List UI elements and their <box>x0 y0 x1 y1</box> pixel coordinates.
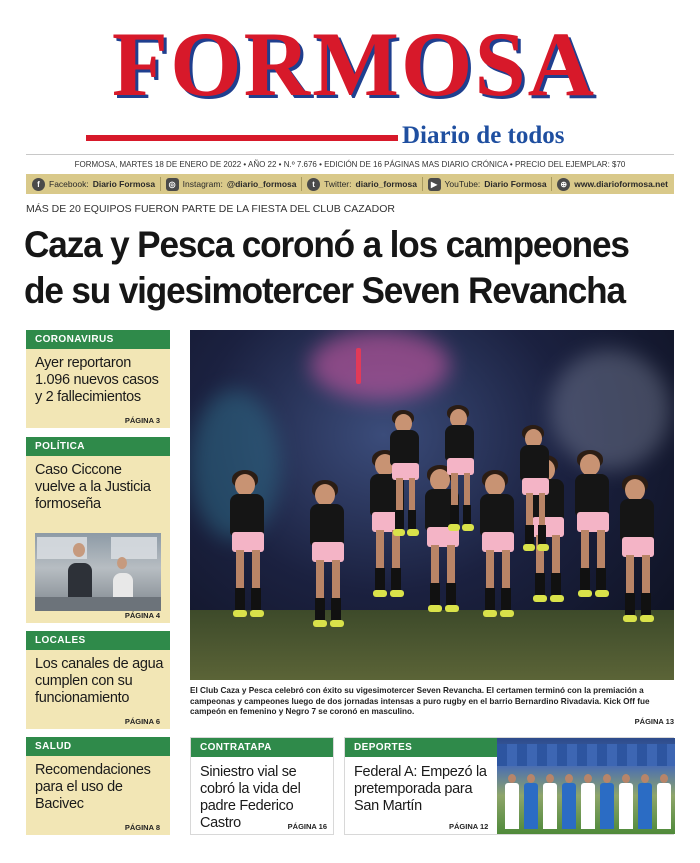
lead-kicker: MÁS DE 20 EQUIPOS FUERON PARTE DE LA FIESTA DEL CLUB CAZADOR <box>26 203 395 215</box>
player-shoe <box>428 605 442 612</box>
newspaper-logo[interactable]: FORMOSA <box>111 13 597 115</box>
story-title: Siniestro vial se cobró la vida del padre Federico Castro <box>200 764 301 831</box>
section-label: CONTRATAPA <box>191 738 333 757</box>
page-reference: PÁGINA 8 <box>124 823 160 832</box>
player-shoe <box>445 605 459 612</box>
pink-smoke <box>310 330 450 400</box>
player-sock <box>538 525 547 545</box>
player-body <box>480 494 514 536</box>
social-youtube[interactable] <box>428 178 547 191</box>
social-website[interactable] <box>557 178 668 191</box>
player-shoe <box>448 524 460 531</box>
player-shoe <box>407 529 419 536</box>
page-reference: PÁGINA 3 <box>124 416 160 425</box>
globe-icon: ⊕ <box>557 178 570 191</box>
logo-underline <box>86 135 398 141</box>
field-grass <box>190 610 674 680</box>
person-head <box>73 543 85 557</box>
social-handle: Diario Formosa <box>484 179 547 189</box>
player-sock <box>535 573 545 597</box>
player-sock <box>625 593 635 617</box>
player-sock <box>235 588 245 612</box>
player-sock <box>395 510 404 530</box>
player-shoe <box>578 590 592 597</box>
player-head <box>580 454 600 476</box>
player-body <box>390 430 419 466</box>
player-shorts <box>482 532 514 552</box>
social-facebook[interactable] <box>32 178 155 191</box>
player-head <box>625 479 645 501</box>
player-head <box>508 774 516 783</box>
page-reference: PÁGINA 13 <box>634 717 674 726</box>
player-shoe <box>390 590 404 597</box>
social-handle: www.diarioformosa.net <box>574 179 668 189</box>
social-label: Instagram: <box>182 179 223 189</box>
headline-line-1: Caza y Pesca coronó a los campeones <box>24 224 629 265</box>
player-shoe <box>537 544 549 551</box>
player-sock <box>463 505 472 525</box>
player-head <box>565 774 573 783</box>
player-shoe <box>483 610 497 617</box>
player-figure <box>657 783 671 829</box>
divider <box>551 177 552 191</box>
divider <box>160 177 161 191</box>
player-shorts <box>622 537 654 557</box>
player-shoe <box>313 620 327 627</box>
player-head <box>546 774 554 783</box>
player-figure <box>524 783 538 829</box>
player-head <box>485 474 505 496</box>
person-head <box>117 557 127 569</box>
player-sock <box>485 588 495 612</box>
story-title: Federal A: Empezó la pretemporada para San Martín <box>354 764 487 814</box>
player-sock <box>525 525 534 545</box>
player-sock <box>501 588 511 612</box>
section-label: CORONAVIRUS <box>26 330 170 349</box>
player-shoe <box>533 595 547 602</box>
headline-line-2: de su vigesimotercer Seven Revancha <box>24 270 625 311</box>
player-sock <box>450 505 459 525</box>
player-sock <box>331 598 341 622</box>
section-label: SALUD <box>26 737 170 756</box>
social-twitter[interactable] <box>307 178 417 191</box>
player-figure <box>562 783 576 829</box>
player-shoe <box>393 529 405 536</box>
player-body <box>520 445 549 481</box>
page-reference: PÁGINA 12 <box>449 822 489 831</box>
social-label: YouTube: <box>444 179 481 189</box>
player-figure <box>638 783 652 829</box>
social-instagram[interactable] <box>166 178 297 191</box>
page-reference: PÁGINA 4 <box>124 611 160 620</box>
water-spray <box>550 350 670 470</box>
lead-caption: El Club Caza y Pesca celebró con éxito su vigesimotercer Seven Revancha. El certamen terminó con la premiación a campeonas y campeones luego de dos jornadas intensas a puro rugby en el barrio Bernardino Rivadavia. Kick Off fue campeón en femenino y Negro 7 se coronó en masculino. <box>190 686 650 716</box>
section-label: DEPORTES <box>345 738 497 757</box>
player-shorts <box>577 512 609 532</box>
player-head <box>622 774 630 783</box>
player-sock <box>580 568 590 592</box>
politica-photo <box>35 533 161 611</box>
backdrop-banner <box>111 537 157 559</box>
player-shorts <box>312 542 344 562</box>
player-body <box>575 474 609 516</box>
page-reference: PÁGINA 6 <box>124 717 160 726</box>
flare <box>356 348 361 384</box>
player-shoe <box>623 615 637 622</box>
instagram-icon: ◎ <box>166 178 179 191</box>
player-sock <box>375 568 385 592</box>
page-reference: PÁGINA 16 <box>287 822 327 831</box>
section-label: LOCALES <box>26 631 170 650</box>
player-sock <box>446 583 456 607</box>
player-body <box>310 504 344 546</box>
bottom-story-contratapa[interactable] <box>190 737 334 835</box>
divider <box>301 177 302 191</box>
player-shoe <box>462 524 474 531</box>
player-figure <box>505 783 519 829</box>
player-shoe <box>500 610 514 617</box>
player-shoe <box>550 595 564 602</box>
player-body <box>620 499 654 541</box>
masthead <box>0 0 700 169</box>
player-head <box>235 474 255 496</box>
player-sock <box>251 588 261 612</box>
deportes-photo <box>497 738 675 834</box>
sidebar-story-politica[interactable] <box>26 437 170 623</box>
bottom-story-deportes[interactable] <box>344 737 674 835</box>
sidebar-story-coronavirus[interactable] <box>26 330 170 428</box>
divider <box>422 177 423 191</box>
player-shoe <box>523 544 535 551</box>
masthead-divider <box>26 154 674 155</box>
player-sock <box>315 598 325 622</box>
player-body <box>230 494 264 536</box>
facebook-icon: f <box>32 178 45 191</box>
player-head <box>527 774 535 783</box>
player-sock <box>596 568 606 592</box>
section-label: POLÍTICA <box>26 437 170 456</box>
player-shoe <box>595 590 609 597</box>
player-sock <box>408 510 417 530</box>
player-figure <box>619 783 633 829</box>
story-title: Los canales de agua cumplen con su funcionamiento <box>35 656 164 706</box>
youtube-icon: ▶ <box>428 178 441 191</box>
player-figure <box>581 783 595 829</box>
issue-info: FORMOSA, MARTES 18 DE ENERO DE 2022 • AÑO 22 • N.º 7.676 • EDICIÓN DE 16 PÁGINAS MAS DIARIO CRÓNICA • PRECIO DEL EJEMPLAR: $70 <box>74 160 626 169</box>
player-shoe <box>250 610 264 617</box>
player-figure <box>600 783 614 829</box>
player-head <box>641 774 649 783</box>
lead-headline[interactable] <box>24 222 642 314</box>
player-sock <box>551 573 561 597</box>
social-handle: Diario Formosa <box>92 179 156 189</box>
player-sock <box>430 583 440 607</box>
social-handle: @diario_formosa <box>226 179 297 189</box>
player-shorts <box>532 517 564 537</box>
tagline: Diario de todos <box>402 122 565 149</box>
player-body <box>445 425 474 461</box>
sidebar-story-salud[interactable] <box>26 737 170 835</box>
social-handle: diario_formosa <box>355 179 417 189</box>
player-shorts <box>232 532 264 552</box>
player-shoe <box>330 620 344 627</box>
player-sock <box>641 593 651 617</box>
player-sock <box>391 568 401 592</box>
twitter-icon: t <box>307 178 320 191</box>
desk <box>35 597 161 611</box>
social-label: Facebook: <box>49 179 89 189</box>
player-head <box>315 484 335 506</box>
story-title: Recomendaciones para el uso de Bacivec <box>35 762 151 812</box>
stadium-stands <box>497 744 675 766</box>
player-shoe <box>233 610 247 617</box>
story-title: Ayer reportaron 1.096 nuevos casos y 2 fallecimientos <box>35 355 159 405</box>
player-head <box>603 774 611 783</box>
player-head <box>584 774 592 783</box>
player-head <box>660 774 668 783</box>
story-title: Caso Ciccone vuelve a la Justicia formoseña <box>35 462 151 512</box>
player-figure <box>543 783 557 829</box>
social-links-bar <box>26 174 674 194</box>
sidebar-story-locales[interactable] <box>26 631 170 729</box>
player-shoe <box>373 590 387 597</box>
social-label: Twitter: <box>324 179 352 189</box>
player-shoe <box>640 615 654 622</box>
lead-photo[interactable] <box>190 330 674 680</box>
